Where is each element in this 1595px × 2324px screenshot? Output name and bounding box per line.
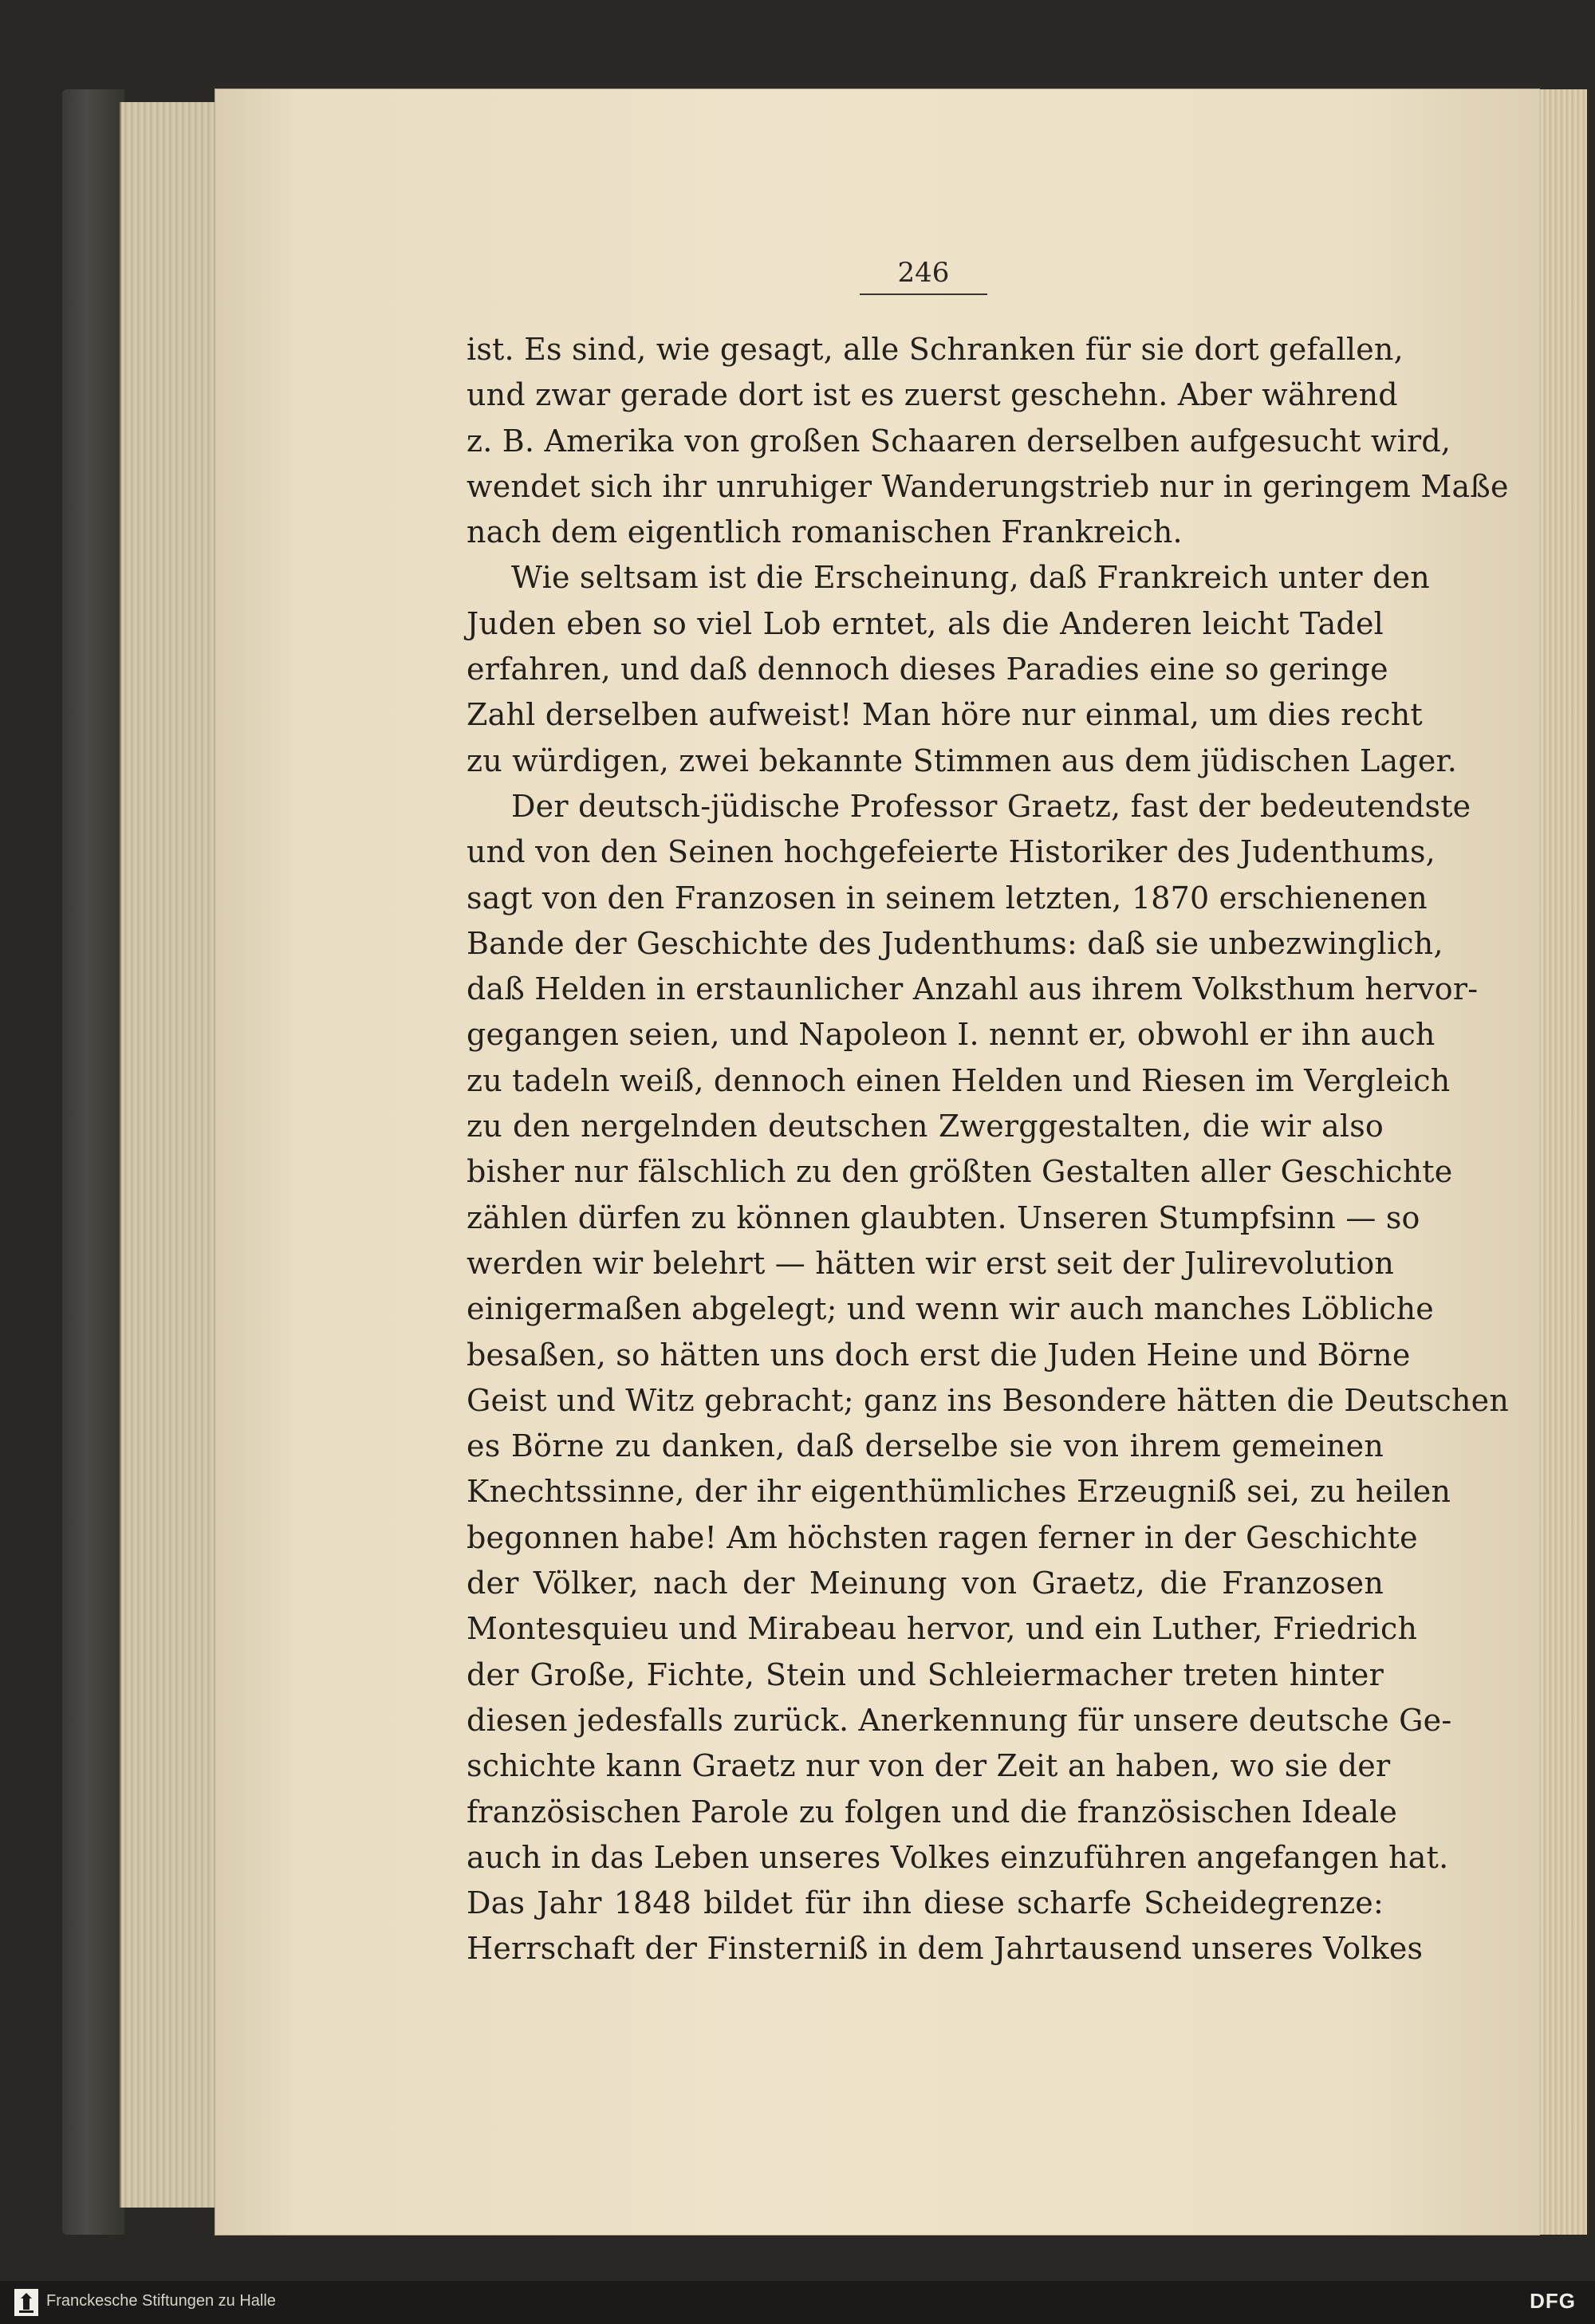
text-line: Wie seltsam ist die Erscheinung, daß Frankreich unter den bbox=[511, 560, 1430, 596]
text-line: Bande der Geschichte des Judenthums: daß sie unbezwinglich, bbox=[467, 925, 1443, 961]
text-line: zu tadeln weiß, dennoch einen Helden und Riesen im Vergleich bbox=[467, 1062, 1451, 1098]
text-line: begonnen habe! Am höchsten ragen ferner in der Geschichte bbox=[467, 1519, 1418, 1555]
text-line: Montesquieu und Mirabeau hervor, und ein Luther, Friedrich bbox=[467, 1611, 1418, 1647]
text-line: bisher nur fälschlich zu den größten Gestalten aller Geschichte bbox=[467, 1154, 1453, 1190]
text-line: zählen dürfen zu können glaubten. Unseren Stumpfsinn — so bbox=[467, 1199, 1420, 1235]
book-cover-edge bbox=[62, 89, 124, 2235]
text-line: nach dem eigentlich romanischen Frankreich. bbox=[467, 514, 1183, 550]
footer-bar bbox=[0, 2281, 1595, 2324]
text-line: der Große, Fichte, Stein und Schleiermacher treten hinter bbox=[467, 1656, 1384, 1692]
text-line: es Börne zu danken, daß derselbe sie von ihrem gemeinen bbox=[467, 1428, 1384, 1464]
text-line: Herrschaft der Finsterniß in dem Jahrtausend unseres Volkes bbox=[467, 1931, 1424, 1967]
text-line: Das Jahr 1848 bildet für ihn diese scharfe Scheidegrenze: bbox=[467, 1885, 1384, 1921]
institution-name: Franckesche Stiftungen zu Halle bbox=[46, 2292, 276, 2310]
text-line: erfahren, und daß dennoch dieses Paradies eine so geringe bbox=[467, 652, 1388, 687]
text-line: gegangen seien, und Napoleon I. nennt er, obwohl er ihn auch bbox=[467, 1017, 1436, 1053]
text-line: Juden eben so viel Lob erntet, als die Anderen leicht Tadel bbox=[467, 605, 1384, 641]
dfg-brand: DFG bbox=[1530, 2289, 1576, 2313]
text-line: französischen Parole zu folgen und die französischen Ideale bbox=[467, 1794, 1398, 1830]
text-line: werden wir belehrt — hätten wir erst seit der Julirevolution bbox=[467, 1245, 1395, 1281]
text-line: sagt von den Franzosen in seinem letzten, 1870 erschienenen bbox=[467, 880, 1428, 916]
text-line: Zahl derselben aufweist! Man höre nur einmal, um dies recht bbox=[467, 697, 1423, 733]
institution-logo-icon bbox=[14, 2289, 38, 2316]
text-line: Geist und Witz gebracht; ganz ins Besondere hätten die Deutschen bbox=[467, 1382, 1510, 1418]
text-line: daß Helden in erstaunlicher Anzahl aus ihrem Volksthum hervor- bbox=[467, 971, 1479, 1007]
text-line: ist. Es sind, wie gesagt, alle Schranken für sie dort gefallen, bbox=[467, 332, 1404, 367]
text-line: diesen jedesfalls zurück. Anerkennung für unsere deutsche Ge- bbox=[467, 1702, 1452, 1738]
text-line: einigermaßen abgelegt; und wenn wir auch manches Löbliche bbox=[467, 1291, 1434, 1327]
page-number: 246 bbox=[860, 257, 987, 295]
text-line: zu den nergelnden deutschen Zwerggestalten, die wir also bbox=[467, 1109, 1384, 1144]
text-line: Der deutsch-jüdische Professor Graetz, fast der bedeutendste bbox=[511, 788, 1471, 824]
text-line: schichte kann Graetz nur von der Zeit an haben, wo sie der bbox=[467, 1748, 1391, 1784]
text-line: und von den Seinen hochgefeierte Historiker des Judenthums, bbox=[467, 834, 1436, 870]
page-text bbox=[467, 327, 1510, 1972]
text-line: zu würdigen, zwei bekannte Stimmen aus dem jüdischen Lager. bbox=[467, 742, 1458, 778]
text-line: der Völker, nach der Meinung von Graetz, die Franzosen bbox=[467, 1566, 1384, 1601]
text-line: wendet sich ihr unruhiger Wanderungstrieb nur in geringem Maße bbox=[467, 468, 1509, 504]
text-line: und zwar gerade dort ist es zuerst geschehn. Aber während bbox=[467, 377, 1398, 413]
text-line: auch in das Leben unseres Volkes einzuführen angefangen hat. bbox=[467, 1839, 1449, 1875]
text-line: besaßen, so hätten uns doch erst die Juden Heine und Börne bbox=[467, 1337, 1411, 1373]
text-line: z. B. Amerika von großen Schaaren derselben aufgesucht wird, bbox=[467, 423, 1451, 459]
text-line: Knechtssinne, der ihr eigenthümliches Erzeugniß sei, zu heilen bbox=[467, 1474, 1451, 1510]
facing-page-edge bbox=[1539, 89, 1587, 2235]
